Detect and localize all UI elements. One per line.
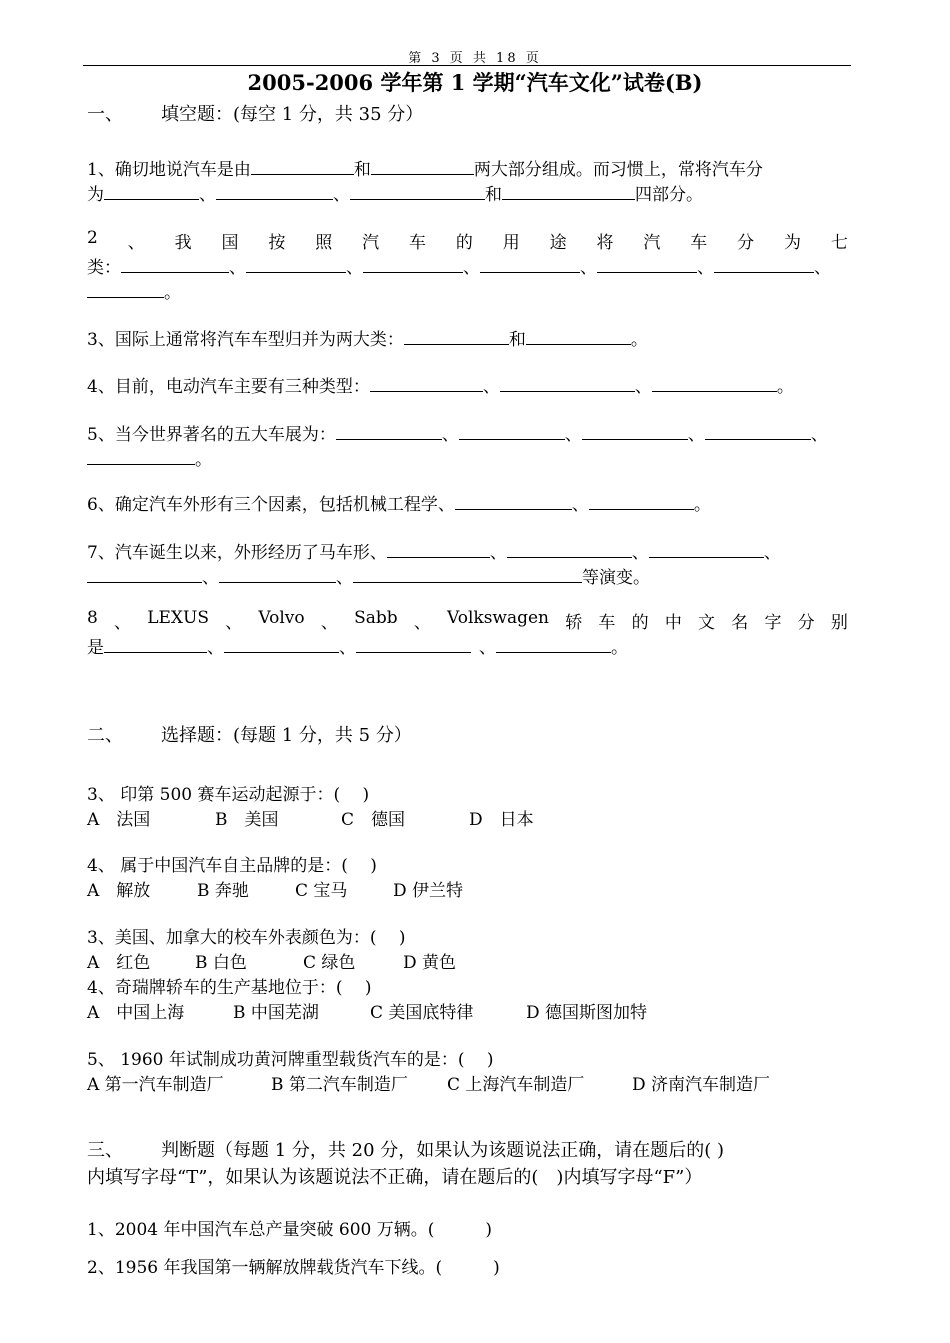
answer-blank[interactable] [387,543,490,558]
q5-line1: 5、当今世界著名的五大车展为： 、 、 、 、 [87,425,828,445]
option[interactable]: C 德国 [341,810,406,830]
answer-blank[interactable] [502,185,635,200]
answer-blank[interactable] [582,425,688,440]
option[interactable]: D 济南汽车制造厂 [632,1075,771,1095]
answer-blank[interactable] [104,185,199,200]
option[interactable]: D 德国斯图加特 [526,1003,648,1023]
answer-blank[interactable] [121,258,229,273]
answer-blank[interactable] [526,330,631,345]
answer-blank[interactable] [104,638,207,653]
q5-line2: 。 [87,445,212,470]
answer-blank[interactable] [652,377,777,392]
answer-blank[interactable] [224,638,339,653]
option[interactable]: B 中国芜湖 [233,1003,319,1023]
choice-q1-options [87,805,534,830]
choice-q3: 3、美国、加拿大的校车外表颜色为：( ) [87,928,406,948]
q8-line2: 是 、 、 、 。 [87,638,628,658]
section3-heading-line1 [87,1136,724,1162]
exam-title: 2005-2006 学年第 1 学期“汽车文化”试卷(B) [247,70,703,95]
answer-blank[interactable] [459,425,565,440]
q4: 4、目前，电动汽车主要有三种类型： 、 、 。 [87,377,794,397]
option[interactable]: B 美国 [215,810,279,830]
option[interactable]: C 绿色 [303,953,356,973]
option[interactable]: A 红色 [87,953,151,973]
option[interactable]: C 上海汽车制造厂 [447,1075,585,1095]
option[interactable]: D 黄色 [403,953,457,973]
option[interactable]: C 美国底特律 [370,1003,474,1023]
answer-blank[interactable] [219,568,336,583]
option[interactable]: B 奔驰 [197,881,249,901]
q1-line2: 为 、 、 和 四部分。 [87,185,703,205]
answer-blank[interactable] [87,568,202,583]
answer-blank[interactable] [353,568,582,583]
answer-blank[interactable] [480,258,580,273]
judge-q1: 1、2004 年中国汽车总产量突破 600 万辆。( ) [87,1220,493,1240]
option[interactable]: A 中国上海 [87,1003,185,1023]
answer-blank[interactable] [649,543,764,558]
q8-line1: 8 、 LEXUS 、 Volvo 、 Sabb 、 Volkswagen 轿 车 的 中 文 名 字 分 别 [87,608,848,633]
q3: 3、国际上通常将汽车车型归并为两大类： 和 。 [87,330,648,350]
q2-line2: 类： 、 、 、 、 、 、 [87,258,831,278]
answer-blank[interactable] [496,638,611,653]
choice-q1: 3、 印第 500 赛车运动起源于：( ) [87,785,370,805]
section1-heading [87,100,423,126]
answer-blank[interactable] [589,495,694,510]
choice-q4: 4、奇瑞牌轿车的生产基地位于：( ) [87,978,372,998]
answer-blank[interactable] [404,330,509,345]
answer-blank[interactable] [356,638,471,653]
answer-blank[interactable] [705,425,811,440]
choice-q4-options [87,998,647,1023]
choice-q2: 4、 属于中国汽车自主品牌的是：( ) [87,856,377,876]
answer-blank[interactable] [371,160,474,175]
q7-line2: 、 、 等演变。 [87,563,650,588]
choice-q3-options [87,948,456,973]
answer-blank[interactable] [251,160,354,175]
option[interactable]: D 日本 [469,810,534,830]
option[interactable]: A 解放 [87,881,151,901]
answer-blank[interactable] [370,377,483,392]
option[interactable]: B 第二汽车制造厂 [271,1075,408,1095]
choice-q5: 5、 1960 年试制成功黄河牌重型载货汽车的是：( ) [87,1050,494,1070]
answer-blank[interactable] [87,450,195,465]
answer-blank[interactable] [500,377,635,392]
section2-number: 二、 [87,725,123,746]
section3-title: 判断题（每题 1 分，共 20 分，如果认为该题说法正确，请在题后的( ) [161,1140,725,1161]
answer-blank[interactable] [363,258,463,273]
option[interactable]: A 第一汽车制造厂 [87,1075,224,1095]
section3-number: 三、 [87,1140,123,1161]
section2-heading [87,721,412,747]
answer-blank[interactable] [87,283,164,298]
header-rule [83,65,851,66]
q2-line3: 。 [87,278,181,303]
section2-title: 选择题：(每题 1 分，共 5 分） [161,725,412,746]
answer-blank[interactable] [597,258,697,273]
answer-blank[interactable] [507,543,632,558]
answer-blank[interactable] [455,495,572,510]
q7-line1: 7、汽车诞生以来，外形经历了马车形、 、 、 、 [87,543,781,563]
section1-title: 填空题：(每空 1 分，共 35 分） [161,104,424,125]
answer-blank[interactable] [216,185,333,200]
answer-blank[interactable] [336,425,442,440]
option[interactable]: A 法国 [87,810,151,830]
option[interactable]: C 宝马 [295,881,348,901]
page-header: 第 3 页 共 18 页 [408,51,542,66]
answer-blank[interactable] [350,185,485,200]
q6: 6、确定汽车外形有三个因素，包括机械工程学、 、 。 [87,495,711,515]
choice-q5-options [87,1070,770,1095]
q1-line1: 1、确切地说汽车是由 和 两大部分组成。而习惯上，常将汽车分 [87,160,763,180]
option[interactable]: B 白色 [195,953,247,973]
answer-blank[interactable] [714,258,814,273]
choice-q2-options [87,876,463,901]
judge-q2: 2、1956 年我国第一辆解放牌载货汽车下线。( ) [87,1258,500,1278]
section1-number: 一、 [87,104,123,125]
option[interactable]: D 伊兰特 [393,881,464,901]
answer-blank[interactable] [246,258,346,273]
q2-line1: 2 、 我 国 按 照 汽 车 的 用 途 将 汽 车 分 为 七 [87,228,848,253]
section3-heading-line2: 内填写字母“T”，如果认为该题说法不正确，请在题后的( )内填写字母“F”） [87,1167,703,1188]
